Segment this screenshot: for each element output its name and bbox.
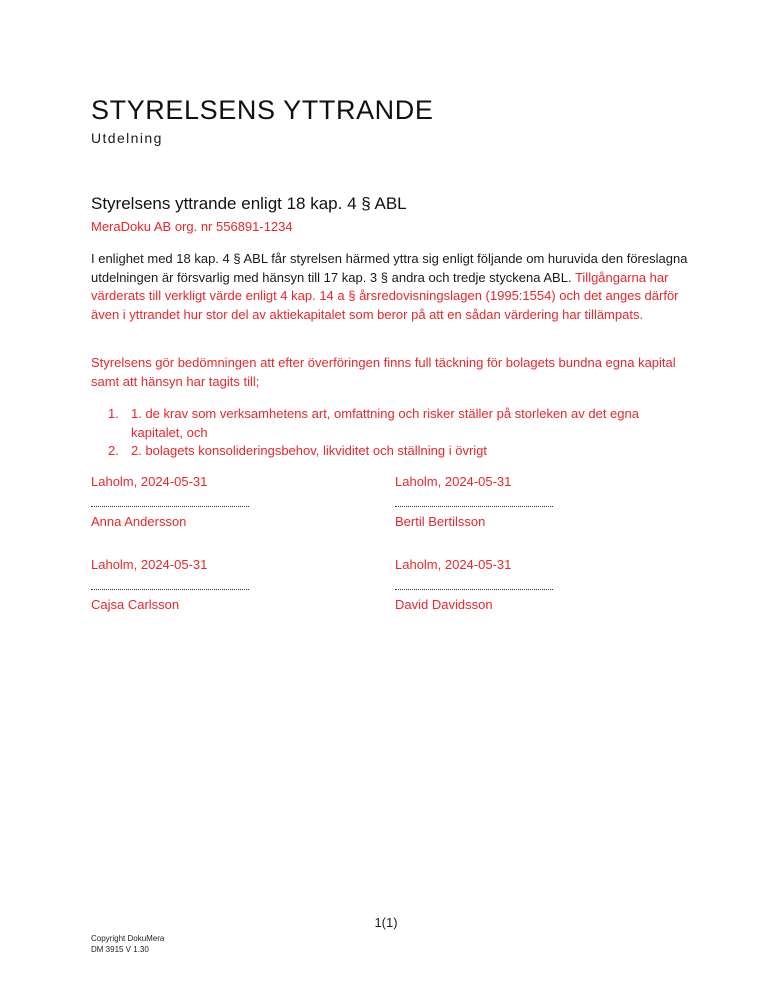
signature-line [91, 589, 249, 590]
list-item-text: 1. de krav som verksamhetens art, omfattning och risker ställer på storleken av det egna kapitalet, och [131, 406, 639, 440]
signatory-name: Anna Andersson [91, 514, 187, 529]
signature-block [395, 473, 595, 531]
signatory-name: Bertil Bertilsson [395, 514, 486, 529]
section-heading: Styrelsens yttrande enligt 18 kap. 4 § ABL [91, 194, 407, 213]
company-line: MeraDoku AB org. nr 556891-1234 [91, 219, 293, 234]
signature-line [395, 589, 553, 590]
page-number: 1(1) [374, 915, 398, 930]
signature-block [91, 473, 291, 531]
list-item-text: 2. bolagets konsolideringsbehov, likviditet och ställning i övrigt [131, 443, 488, 458]
footer-copyright: Copyright DokuMera [91, 934, 165, 943]
document-title: STYRELSENS YTTRANDE [91, 95, 434, 125]
considerations-list [91, 405, 691, 461]
signatory-name: David Davidsson [395, 597, 493, 612]
footer-version: DM 3915 V 1.30 [91, 945, 149, 954]
intro-text: I enlighet med 18 kap. 4 § ABL får styrelsen härmed yttra sig enligt följande om huruvida den föreslagna utdelningen är försvarlig med hänsyn till 17 kap. 3 § andra och tredje styckena ABL. [91, 251, 688, 285]
signature-block [395, 556, 595, 614]
signature-line [395, 506, 553, 507]
intro-paragraph [91, 250, 691, 324]
signature-line [91, 506, 249, 507]
list-item-marker: 2. [108, 443, 119, 458]
footer [91, 933, 164, 955]
signature-place-date: Laholm, 2024-05-31 [91, 557, 208, 572]
list-item [91, 405, 691, 442]
list-item [91, 442, 691, 461]
document-subtitle: Utdelning [91, 130, 163, 146]
signature-place-date: Laholm, 2024-05-31 [91, 474, 208, 489]
assessment-paragraph: Styrelsens gör bedömningen att efter överföringen finns full täckning för bolagets bundna egna kapital samt att hänsyn har tagits till; [91, 355, 676, 389]
list-item-marker: 1. [108, 406, 119, 421]
signature-block [91, 556, 291, 614]
valuation-text: Tillgångarna har värderats till verkligt värde enligt 4 kap. 14 a § årsredovisningslagen (1995:1554) och det anges därför även i yttrandet hur stor del av aktiekapitalet som beror på att en sådan värdering har tillämpats. [91, 269, 679, 322]
signatory-name: Cajsa Carlsson [91, 597, 180, 612]
signature-place-date: Laholm, 2024-05-31 [395, 557, 512, 572]
signature-place-date: Laholm, 2024-05-31 [395, 474, 512, 489]
document-body [91, 92, 691, 612]
